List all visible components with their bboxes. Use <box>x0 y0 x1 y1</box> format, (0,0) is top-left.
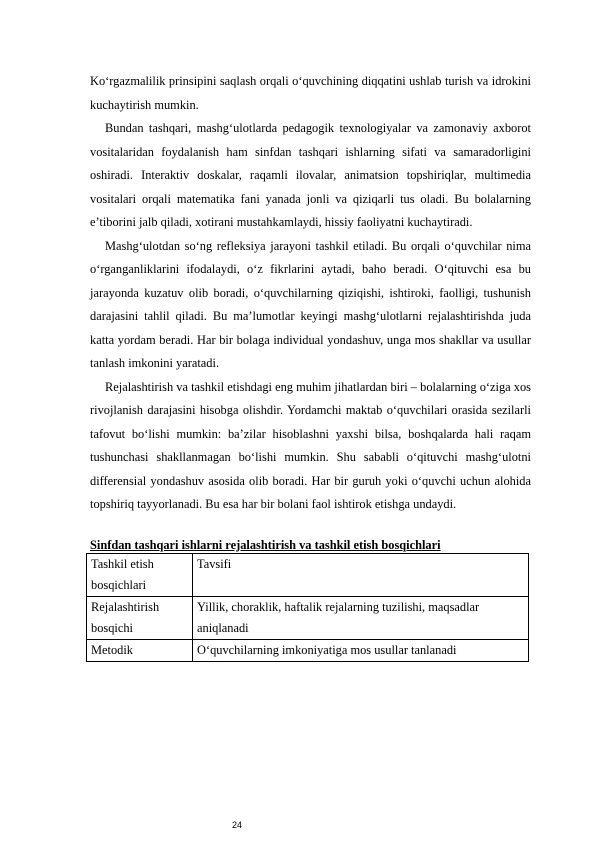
table-cell: Yillik, choraklik, haftalik rejalarning tuzilishi, maqsadlar aniqlanadi <box>193 596 529 639</box>
table-row <box>87 639 529 661</box>
table-title: Sinfdan tashqari ishlarni rejalashtirish va tashkil etish bosqichlari <box>90 537 441 552</box>
document-page <box>90 70 531 662</box>
page-number: 24 <box>232 820 243 830</box>
table-header-cell: Tashkil etish bosqichlari <box>87 553 193 596</box>
paragraph-4: Rejalashtirish va tashkil etishdagi eng muhim jihatlardan biri – bolalarning o‘ziga xos rivojlanish darajasini hisobga olishdir. Yordamchi maktab o‘quvchilari orasida sezilarli tafovut bo‘lishi mumkin: ba’zilar hisoblashni yaxshi bilsa, boshqalarda hali raqam tushunchasi shakllanmagan bo‘lishi mumkin. Shu sababli o‘qituvchi mashg‘ulotni differensial yondashuv asosida olib boradi. Har bir guruh yoki o‘quvchi uchun alohida topshiriq tayyorlanadi. Bu esa har bir bolani faol ishtirok etishga undaydi. <box>90 379 531 511</box>
spacer <box>90 517 531 537</box>
paragraph-2: Bundan tashqari, mashg‘ulotlarda pedagogik texnologiyalar va zamonaviy axborot vositalaridan foydalanish ham sinfdan tashqari ishlarning sifati va samaradorligini oshiradi. Interaktiv doskalar, raqamli ilovalar, animatsion topshiriqlar, multimedia vositalari orqali matematika fani yanada jonli va qiziqarli tus oladi. Bu bolalarning e’tiborini jalb qiladi, xotirani mustahkamlaydi, hissiy faoliyatni kuchaytiradi. <box>90 121 531 229</box>
table-row <box>87 596 529 639</box>
table-cell: Rejalashtirish bosqichi <box>87 596 193 639</box>
paragraph-3: Mashg‘ulotdan so‘ng refleksiya jarayoni tashkil etiladi. Bu orqali o‘quvchilar nima o‘rganganliklarini ifodalaydi, o‘z fikrlarini aytadi, baho beradi. O‘qituvchi esa bu jarayonda kuzatuv olib boradi, o‘quvchilarning qiziqishi, ishtiroki, faolligi, tushunish darajasini tahlil qiladi. Bu ma’lumotlar keyingi mashg‘ulotlarni rejalashtirishda juda katta yordam beradi. Har bir bolaga individual yondashuv, unga mos shakllar va usullar tanlash imkonini yaratadi. <box>90 238 531 370</box>
table-header-cell: Tavsifi <box>193 553 529 596</box>
table-cell: O‘quvchilarning imkoniyatiga mos usullar tanlanadi <box>193 639 529 661</box>
stages-table <box>86 553 529 662</box>
table-cell: Metodik <box>87 639 193 661</box>
table-header-row <box>87 553 529 596</box>
paragraph-1: Ko‘rgazmalilik prinsipini saqlash orqali o‘quvchining diqqatini ushlab turish va idrokini kuchaytirish mumkin. <box>90 74 531 112</box>
